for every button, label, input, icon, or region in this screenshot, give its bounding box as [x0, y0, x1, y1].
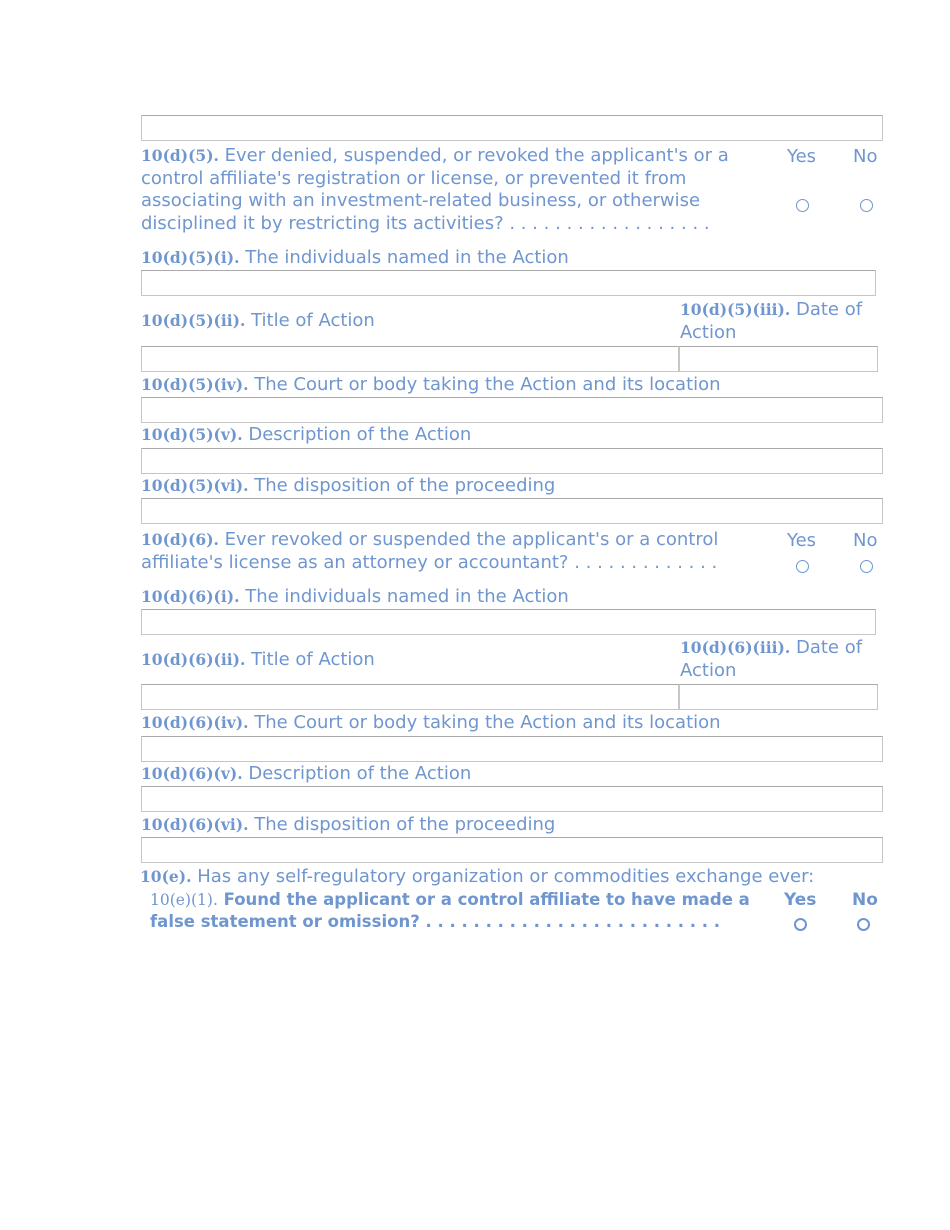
yes-radio[interactable] — [796, 199, 809, 212]
question-text-line: Ever revoked or suspended the applicant's or a control — [218, 529, 719, 550]
description-label: 10(d)(6)(v). Description of the Action — [141, 763, 472, 784]
question-10d5 — [141, 145, 729, 235]
yes-label: Yes — [784, 890, 817, 910]
previous-answer-field[interactable] — [141, 115, 883, 141]
disposition-field[interactable] — [141, 837, 883, 863]
title-of-action-field[interactable] — [141, 346, 679, 372]
question-text-line: disciplined it by restricting its activities? . . . . . . . . . . . . . . . . . . — [141, 212, 710, 234]
disposition-label: 10(d)(5)(vi). The disposition of the proceeding — [141, 475, 556, 496]
no-radio[interactable] — [857, 918, 870, 931]
question-text-line: affiliate's license as an attorney or accountant? . . . . . . . . . . . . . — [141, 551, 718, 573]
date-of-action-label: 10(d)(6)(iii). Date of Action — [680, 637, 863, 681]
disposition-field[interactable] — [141, 498, 883, 524]
title-of-action-label: 10(d)(6)(ii). Title of Action — [141, 649, 375, 670]
title-of-action-field[interactable] — [141, 684, 679, 710]
yes-label: Yes — [787, 146, 817, 167]
no-radio[interactable] — [860, 199, 873, 212]
no-radio[interactable] — [860, 560, 873, 573]
question-10e1: 10(e)(1). Found the applicant or a control affiliate to have made a false statement or omission? . . . . . . . . . . . . . . . . . . . . . . . . . — [150, 890, 750, 931]
individuals-label: 10(d)(5)(i). The individuals named in the Action — [141, 247, 569, 268]
question-text-line: Ever denied, suspended, or revoked the applicant's or a — [218, 145, 729, 166]
question-10d6 — [141, 529, 718, 574]
yes-radio[interactable] — [794, 918, 807, 931]
individuals-field[interactable] — [141, 609, 876, 635]
question-text-line: control affiliate's registration or license, or prevented it from — [141, 167, 687, 189]
question-10e: 10(e). Has any self-regulatory organization or commodities exchange ever: — [140, 866, 815, 887]
court-label: 10(d)(5)(iv). The Court or body taking the Action and its location — [141, 374, 721, 395]
court-field[interactable] — [141, 736, 883, 762]
question-text-line: associating with an investment-related business, or otherwise — [141, 190, 701, 211]
description-label: 10(d)(5)(v). Description of the Action — [141, 424, 472, 445]
court-label: 10(d)(6)(iv). The Court or body taking the Action and its location — [141, 712, 721, 733]
question-code: 10(d)(6). — [141, 530, 219, 549]
description-field[interactable] — [141, 786, 883, 812]
yes-label: Yes — [787, 530, 817, 551]
date-of-action-label: 10(d)(5)(iii). Date of Action — [680, 299, 863, 343]
question-code: 10(d)(5). — [141, 146, 219, 165]
yes-radio[interactable] — [796, 560, 809, 573]
court-field[interactable] — [141, 397, 883, 423]
individuals-field[interactable] — [141, 270, 876, 296]
date-of-action-field[interactable] — [679, 346, 878, 372]
no-label: No — [853, 530, 878, 551]
individuals-label: 10(d)(6)(i). The individuals named in the Action — [141, 586, 569, 607]
date-of-action-field[interactable] — [679, 684, 878, 710]
no-label: No — [853, 146, 878, 167]
title-of-action-label: 10(d)(5)(ii). Title of Action — [141, 310, 375, 331]
no-label: No — [852, 890, 878, 910]
description-field[interactable] — [141, 448, 883, 474]
disposition-label: 10(d)(6)(vi). The disposition of the proceeding — [141, 814, 556, 835]
